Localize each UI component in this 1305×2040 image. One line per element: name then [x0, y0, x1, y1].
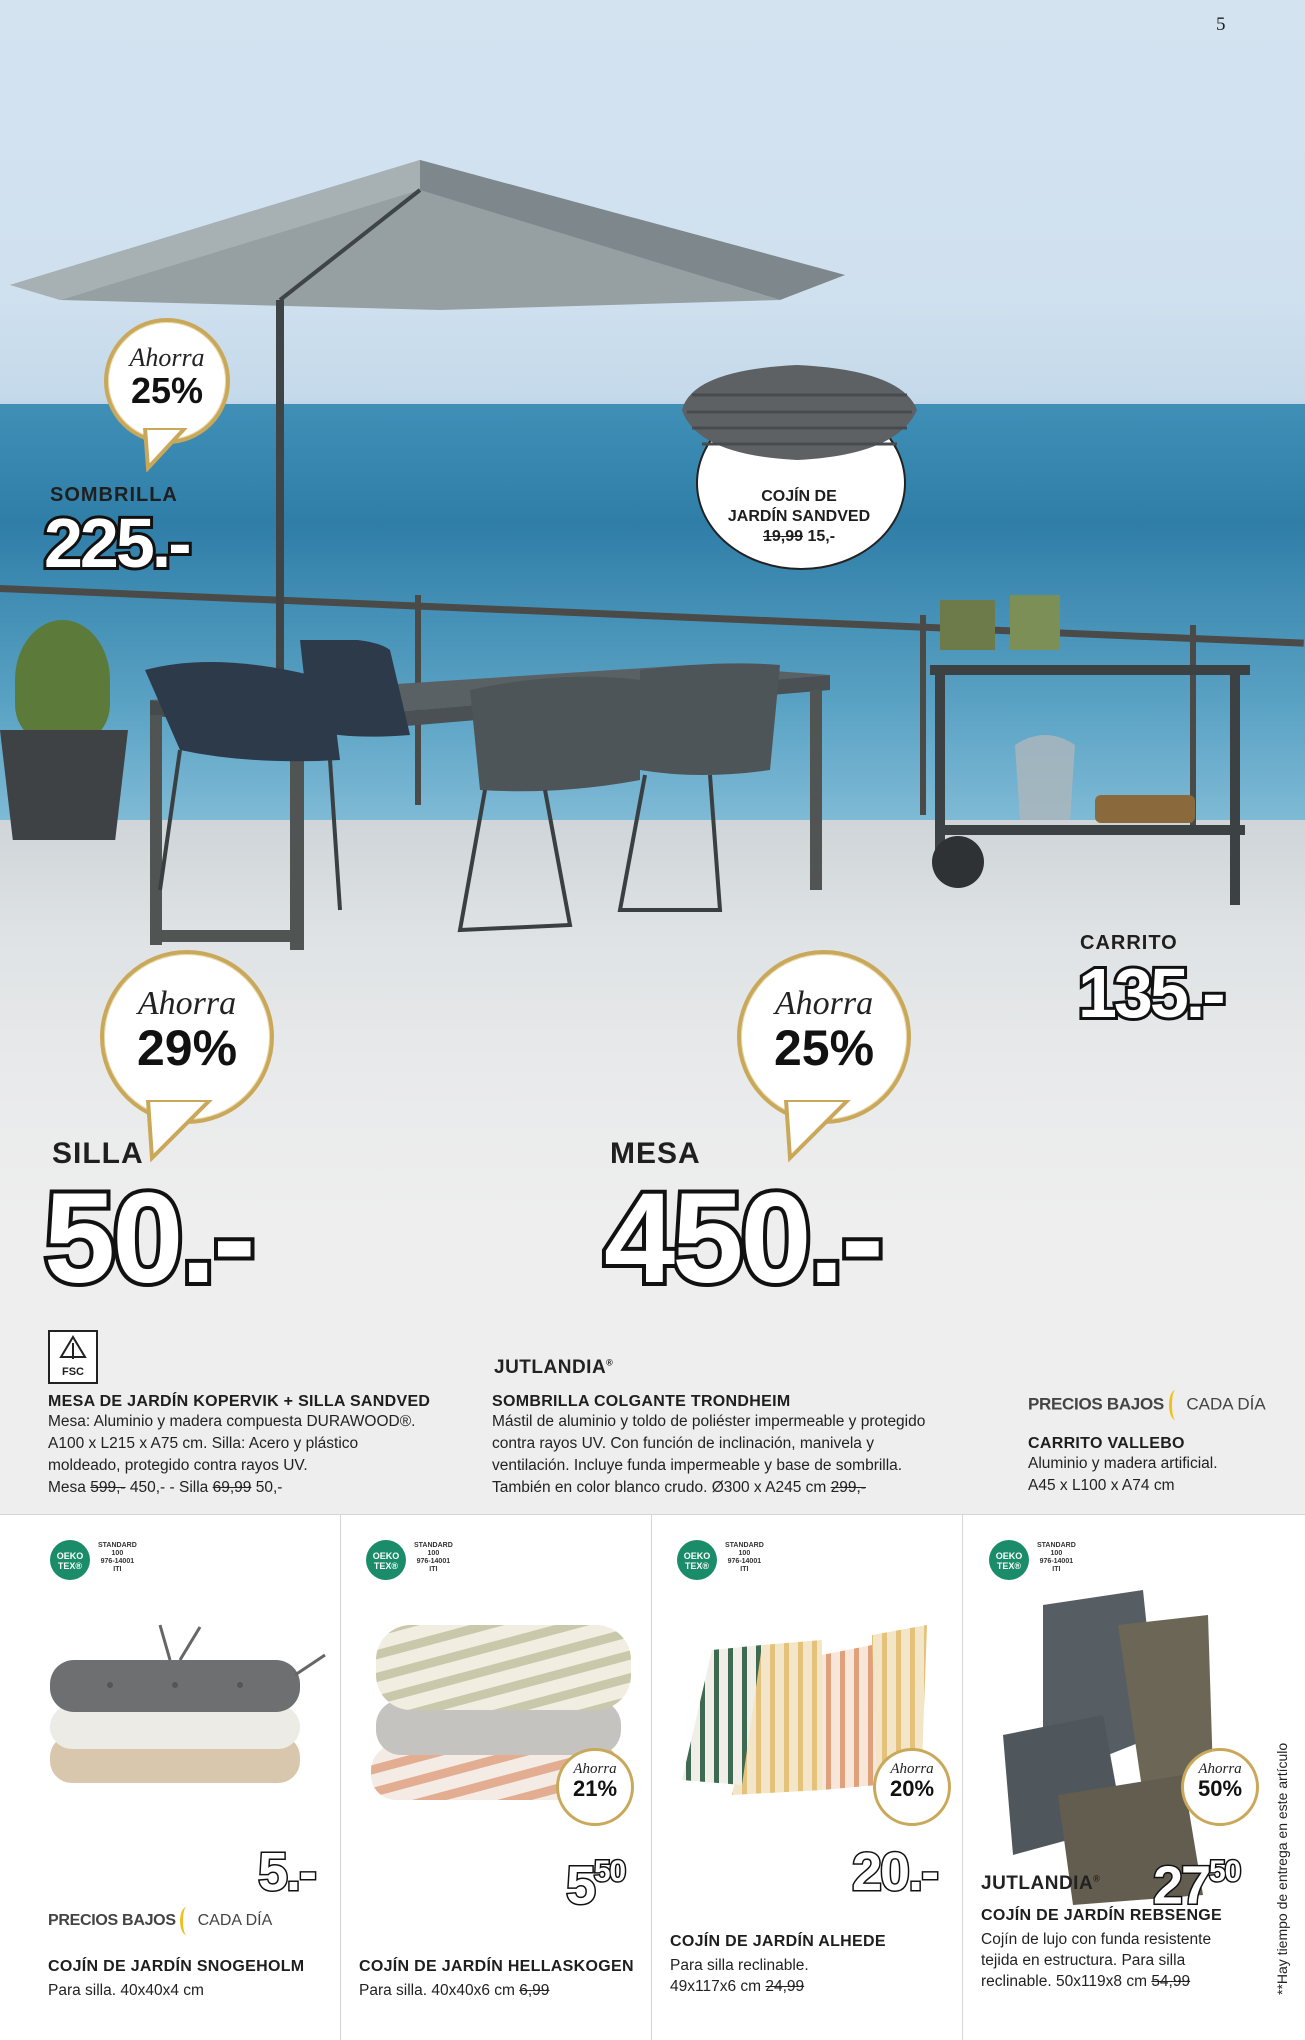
rebsenge-price-int: 27 [1153, 1855, 1210, 1916]
product-card-hellaskogen[interactable] [341, 1515, 652, 2040]
page-number: 5 [1216, 14, 1226, 35]
carrito-price: 135.- [1078, 954, 1223, 1032]
alhede-pct-text: 20% [889, 1776, 935, 1801]
std-line1: STANDARD [98, 1542, 137, 1549]
alhede-price-dec: .- [908, 1842, 938, 1902]
std-line2: 100 [1050, 1550, 1063, 1557]
std-line4: ITI [740, 1566, 749, 1573]
rebsenge-ahorra-text: Ahorra [1198, 1761, 1242, 1777]
std-line1: STANDARD [725, 1542, 764, 1549]
oeko-standard-text [414, 1542, 453, 1574]
cart-illustration [920, 580, 1280, 920]
hellaskogen-title: COJÍN DE JARDÍN HELLASKOGEN [359, 1958, 634, 1975]
sombrilla-pct-text: 25% [130, 370, 204, 411]
silla-price: 50.- [44, 1167, 253, 1310]
oeko-standard-text [98, 1542, 137, 1574]
hellaskogen-body-wrap [359, 1980, 549, 2001]
fsc-tree-icon [58, 1335, 88, 1361]
product-card-alhede[interactable] [652, 1515, 963, 2040]
hellaskogen-ahorra-text: Ahorra [573, 1761, 617, 1777]
snogeholm-price-int: 5 [258, 1842, 287, 1902]
trondheim-line4-wrap [492, 1477, 1012, 1499]
cushion-sandved-new-price: 15,- [807, 528, 836, 545]
rebsenge-pct-text: 50% [1197, 1776, 1243, 1801]
cada-dia-text: CADA DÍA [1186, 1394, 1266, 1414]
silla-label: SILLA [52, 1137, 144, 1170]
silla-ahorra-text: Ahorra [137, 985, 237, 1022]
std-line2: 100 [427, 1550, 440, 1557]
std-line3: 976-14001 [416, 1558, 451, 1565]
mesa-label: MESA [610, 1137, 701, 1170]
hellaskogen-price [566, 1845, 626, 1916]
rebsenge-body1: Cojín de lujo con funda resistente [981, 1931, 1212, 1948]
precios-bajos-text: PRECIOS BAJOS [1028, 1394, 1164, 1414]
jutlandia-brand-text: JUTLANDIA [494, 1357, 607, 1378]
precios-bajos-swoosh-icon [180, 1907, 193, 1935]
alhede-price-int: 20 [852, 1842, 909, 1902]
std-line4: ITI [429, 1566, 438, 1573]
trondheim-old-price: 299,- [830, 1479, 866, 1496]
trondheim-line1: Mástil de aluminio y toldo de poliéster impermeable y protegido [492, 1413, 926, 1430]
alhede-title: COJÍN DE JARDÍN ALHEDE [670, 1933, 886, 1950]
rebsenge-body3: reclinable. 50x119x8 cm [981, 1973, 1147, 1990]
plant-left [0, 620, 125, 850]
info-vallebo [1028, 1435, 1288, 1497]
hellaskogen-pct-text: 21% [572, 1776, 618, 1801]
vallebo-title: CARRITO VALLEBO [1028, 1435, 1185, 1452]
rebsenge-old-price: 54,99 [1151, 1973, 1191, 1990]
silla-bubble-tail [140, 1100, 230, 1165]
sombrilla-bubble-tail [140, 428, 200, 472]
rebsenge-discount-bubble [1181, 1748, 1259, 1826]
rebsenge-price [1153, 1845, 1241, 1916]
alhede-old-price: 24,99 [765, 1978, 805, 1995]
silla-pct-text: 29% [136, 1020, 238, 1076]
snogeholm-title: COJÍN DE JARDÍN SNOGEHOLM [48, 1958, 305, 1975]
oeko-tex-badge [677, 1540, 717, 1580]
trondheim-line3: ventilación. Incluye funda impermeable y base de sombrilla. [492, 1457, 903, 1474]
jutlandia-brand-logo [494, 1357, 613, 1379]
std-line1: STANDARD [414, 1542, 453, 1549]
oeko-text: OEKO TEX® [683, 1551, 711, 1571]
cushion-sandved-text [700, 487, 898, 547]
std-line3: 976-14001 [727, 1558, 762, 1565]
oeko-tex-badge [366, 1540, 406, 1580]
vallebo-line2: A45 x L100 x A74 cm [1028, 1477, 1175, 1494]
hellaskogen-body: Para silla. 40x40x6 cm [359, 1982, 515, 1999]
alhede-discount-bubble [873, 1748, 951, 1826]
jutlandia-brand-text: JUTLANDIA [981, 1873, 1094, 1894]
hellaskogen-price-dec: 50 [594, 1855, 626, 1888]
chairs-illustration [140, 640, 840, 970]
sombrilla-discount-bubble [104, 318, 230, 444]
vallebo-line1: Aluminio y madera artificial. [1028, 1455, 1218, 1472]
kopervik-title: MESA DE JARDÍN KOPERVIK + SILLA SANDVED [48, 1393, 431, 1410]
alhede-price [852, 1842, 938, 1902]
snogeholm-price [258, 1842, 316, 1902]
precios-bajos-swoosh-icon [1169, 1390, 1182, 1420]
cushion-sandved-image [672, 360, 927, 470]
kopervik-prices [48, 1477, 468, 1499]
fsc-logo [48, 1330, 98, 1384]
product-card-snogeholm[interactable] [0, 1515, 341, 2040]
std-line1: STANDARD [1037, 1542, 1076, 1549]
jutlandia-brand-mark: ® [606, 1357, 614, 1368]
precios-bajos-logo-info [1028, 1390, 1266, 1420]
rebsenge-title: COJÍN DE JARDÍN REBSENGE [981, 1907, 1223, 1924]
kopervik-line3: moldeado, protegido contra rayos UV. [48, 1457, 308, 1474]
cushion-sandved-line1: COJÍN DE [761, 488, 837, 505]
oeko-text: OEKO TEX® [995, 1551, 1023, 1571]
trondheim-line4: También en color blanco crudo. Ø300 x A245 cm [492, 1479, 827, 1496]
sombrilla-label: SOMBRILLA [50, 484, 178, 506]
kopervik-line2: A100 x L215 x A75 cm. Silla: Acero y plástico [48, 1435, 359, 1452]
std-line3: 976-14001 [100, 1558, 135, 1565]
hellaskogen-old-price: 6,99 [519, 1982, 550, 1999]
jutlandia-brand-logo [981, 1873, 1100, 1895]
snogeholm-price-dec: .- [286, 1842, 316, 1902]
carrito-label: CARRITO [1080, 932, 1178, 954]
snogeholm-body: Para silla. 40x40x4 cm [48, 1982, 204, 1999]
cushion-sandved-old-price: 19,99 [762, 528, 803, 545]
alhede-body1: Para silla reclinable. [670, 1957, 809, 1974]
kopervik-silla-new: 50,- [255, 1479, 283, 1496]
oeko-text: OEKO TEX® [372, 1551, 400, 1571]
kopervik-mesa-new: 450,- [129, 1479, 166, 1496]
info-trondheim [492, 1393, 1012, 1499]
kopervik-silla-label: - Silla [169, 1479, 209, 1496]
alhede-ahorra-text: Ahorra [890, 1761, 934, 1777]
std-line2: 100 [738, 1550, 751, 1557]
cada-dia-text: CADA DÍA [197, 1912, 273, 1930]
jutlandia-brand-mark: ® [1093, 1873, 1101, 1884]
kopervik-mesa-old: 599,- [90, 1479, 126, 1496]
std-line2: 100 [111, 1550, 124, 1557]
kopervik-silla-old: 69,99 [212, 1479, 252, 1496]
rebsenge-body2: tejida en estructura. Para silla [981, 1952, 1186, 1969]
alhede-body2: 49x117x6 cm [670, 1978, 762, 1995]
trondheim-title: SOMBRILLA COLGANTE TRONDHEIM [492, 1393, 791, 1410]
oeko-text: OEKO TEX® [56, 1551, 84, 1571]
mesa-discount-bubble [737, 950, 911, 1124]
sombrilla-price: 225.- [44, 504, 189, 582]
mesa-pct-text: 25% [773, 1020, 875, 1076]
cushion-stack-image [40, 1615, 330, 1815]
precios-bajos-logo [48, 1907, 272, 1935]
std-line4: ITI [1052, 1566, 1061, 1573]
oeko-standard-text [725, 1542, 764, 1574]
silla-discount-bubble [100, 950, 274, 1124]
std-line3: 976-14001 [1039, 1558, 1074, 1565]
trondheim-line2: contra rayos UV. Con función de inclinación, manivela y [492, 1435, 874, 1452]
sombrilla-ahorra-text: Ahorra [129, 343, 205, 372]
hellaskogen-discount-bubble [556, 1748, 634, 1826]
alhede-body2-wrap [670, 1976, 804, 1997]
rebsenge-price-dec: 50 [1209, 1855, 1241, 1888]
hellaskogen-price-int: 5 [566, 1855, 595, 1916]
std-line4: ITI [113, 1566, 122, 1573]
precios-bajos-text: PRECIOS BAJOS [48, 1912, 176, 1930]
kopervik-line1: Mesa: Aluminio y madera compuesta DURAWOOD®. [48, 1413, 416, 1430]
mesa-ahorra-text: Ahorra [774, 985, 874, 1022]
cushion-sandved-line2: JARDÍN SANDVED [727, 508, 871, 525]
mesa-price: 450.- [604, 1167, 881, 1310]
oeko-tex-badge [50, 1540, 90, 1580]
delivery-side-note: **Hay tiempo de entrega en este artículo [1274, 1742, 1290, 1995]
fsc-text: FSC [62, 1366, 84, 1378]
kopervik-mesa-label: Mesa [48, 1479, 86, 1496]
info-kopervik [48, 1393, 468, 1499]
mesa-bubble-tail [778, 1100, 868, 1165]
rebsenge-body3-wrap [981, 1971, 1190, 1992]
product-card-rebsenge[interactable] [963, 1515, 1305, 2040]
